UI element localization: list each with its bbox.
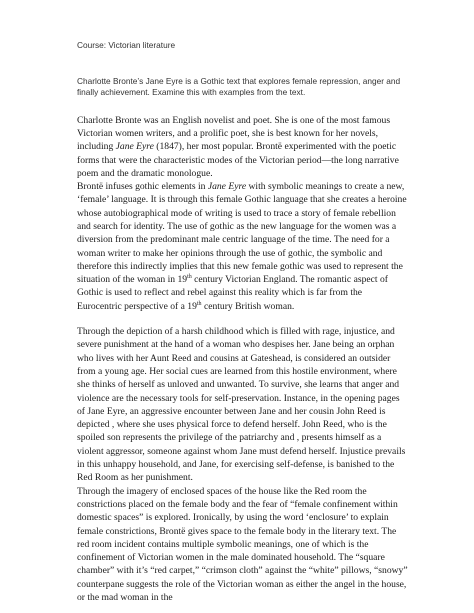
essay-prompt: Charlotte Bronte’s Jane Eyre is a Gothic text that explores female repression, anger and finally achievement. Examine this with examples from the text. bbox=[77, 76, 401, 98]
paragraph-red-room: Through the imagery of enclosed spaces of the house like the Red room the constrictions placed on the female body and the fear of “female confinement within domestic spaces” is explored. Ironically, by using the word ‘enclosure’ to explain female constrictions, Brontë gives space to the female body in the literary text. The red room incident contains multiple symbolic meanings, one of which is the confinement of Victorian women in the male dominated household. The “square chamber” with it’s “red carpet,” “crimson cloth” against the “white” pillows, “snowy” counterpane suggests the role of the Victorian woman as either the angel in the house, or the mad woman in the bbox=[77, 485, 408, 603]
book-title: Jane Eyre bbox=[207, 181, 247, 193]
course-label: Course: Victorian literature bbox=[77, 40, 176, 50]
essay-body bbox=[77, 114, 408, 605]
paragraph-childhood: Through the depiction of a harsh childhood which is filled with rage, injustice, and severe punishment at the hand of a woman who despises her. Jane being an orphan who lives with her Aunt Reed and cousins at Gateshead, is considered an outsider from a young age. Her social cues are learned from this hostile environment, where she thinks of herself as unloved and unwanted. To survive, she learns that anger and violence are the necessary tools for self-preservation. Instance, in the opening pages of Jane Eyre, an aggressive encounter between Jane and her cousin John Reed is depicted , where she uses physical force to defend herself. John Reed, who is the spoiled son represents the privilege of the patriarchy and , presents himself as a violent aggressor, someone against whom Jane must defend herself. Injustice prevails in this unhappy household, and Jane, for exercising self-defense, is banished to the Red Room as her punishment. bbox=[77, 326, 406, 484]
book-title: Jane Eyre bbox=[115, 141, 154, 153]
paragraph-spacer bbox=[77, 313, 408, 325]
paragraph-gothic-language: Brontë infuses gothic elements in Jane Eyre with symbolic meanings to create a new, ‘female’ language. It is through this female Gothic language that she creates a heroine whose autobiographical mode of writing is used to trace a story of female rebellion and search for identity. The use of gothic as the new language for the women was a diversion from the predominant male centric language of the time. The need for a woman writer to make her opinions through the use of gothic, the symbolic and therefore this indirectly implies that this new female gothic was used to represent the situation of the woman in 19th century Victorian England. The romantic aspect of Gothic is used to reflect and rebel against this reality which is far from the Eurocentric perspective of a 19th century British woman. bbox=[77, 181, 407, 312]
paragraph-intro: Charlotte Bronte was an English novelist and poet. She is one of the most famous Victorian women writers, and a prolific poet, she is best known for her novels, including Jane Eyre (1847), her most popular. Brontë experimented with the poetic forms that were the characteristic modes of the Victorian period—the long narrative poem and the dramatic monologue. bbox=[77, 114, 399, 179]
